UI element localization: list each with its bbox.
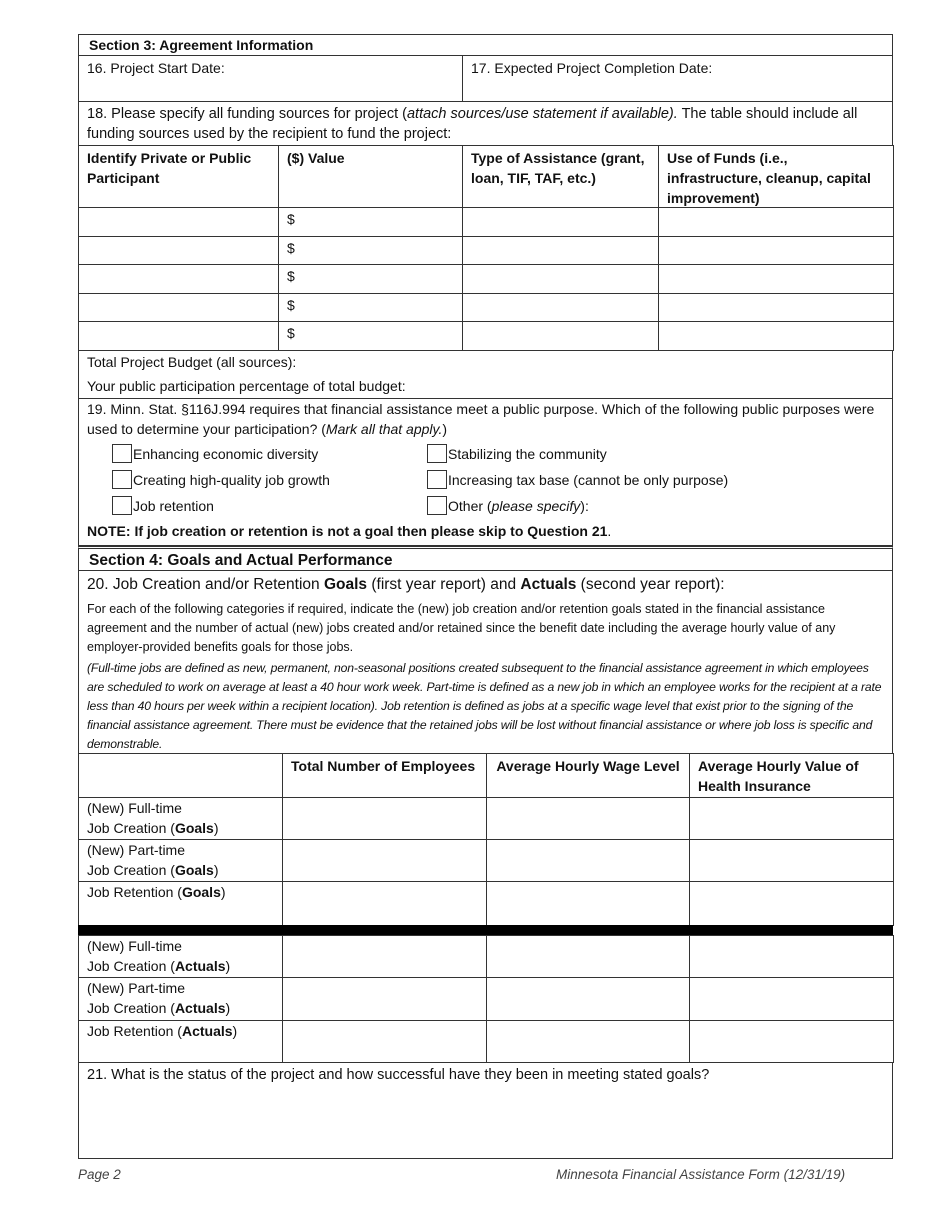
jobs-cell[interactable] bbox=[689, 935, 894, 978]
page-number: Page 2 bbox=[78, 1167, 121, 1182]
jobs-cell[interactable] bbox=[689, 977, 894, 1021]
jobs-cell[interactable] bbox=[689, 797, 894, 840]
jobs-cell[interactable] bbox=[282, 881, 487, 926]
q21-field[interactable] bbox=[78, 1062, 893, 1159]
total-budget-label: Total Project Budget (all sources): bbox=[87, 354, 297, 370]
funding-cell[interactable] bbox=[462, 264, 659, 294]
jobs-cell[interactable] bbox=[486, 881, 690, 926]
checkbox[interactable] bbox=[112, 470, 132, 489]
q19-text: 19. Minn. Stat. §116J.994 requires that financial assistance meet a public purpose. Which of the following public purposes were used to determine your participation? (Mark all that apply.) bbox=[87, 401, 875, 437]
jobs-row-label: (New) Part-time Job Creation (Goals) bbox=[78, 839, 283, 882]
funding-cell[interactable] bbox=[78, 293, 279, 322]
checkbox[interactable] bbox=[427, 496, 447, 515]
checkbox[interactable] bbox=[112, 496, 132, 515]
option-stabilizing-community[interactable]: Stabilizing the community bbox=[427, 444, 607, 463]
funding-header: Identify Private or Public Participant bbox=[78, 145, 279, 208]
completion-date-field[interactable] bbox=[462, 55, 893, 102]
funding-cell[interactable] bbox=[462, 321, 659, 351]
option-other[interactable]: Other ( please specify ): bbox=[427, 496, 589, 515]
jobs-row-label: (New) Part-time Job Creation (Actuals) bbox=[78, 977, 283, 1021]
form-title: Minnesota Financial Assistance Form (12/31/19) bbox=[556, 1167, 846, 1182]
skip-note: NOTE: If job creation or retention is not a goal then please skip to Question 21. bbox=[87, 523, 612, 539]
jobs-cell[interactable] bbox=[486, 839, 690, 882]
jobs-row-label: (New) Full-time Job Creation (Goals) bbox=[78, 797, 283, 840]
funding-cell[interactable] bbox=[658, 236, 894, 265]
funding-cell[interactable] bbox=[278, 293, 463, 322]
funding-cell[interactable] bbox=[658, 293, 894, 322]
jobs-cell[interactable] bbox=[282, 1020, 487, 1063]
funding-cell[interactable] bbox=[78, 207, 279, 237]
jobs-cell[interactable] bbox=[282, 797, 487, 840]
jobs-row-label: (New) Full-time Job Creation (Actuals) bbox=[78, 935, 283, 978]
funding-cell[interactable] bbox=[278, 236, 463, 265]
jobs-cell[interactable] bbox=[689, 1020, 894, 1063]
funding-cell[interactable] bbox=[658, 321, 894, 351]
funding-header: Type of Assistance (grant, loan, TIF, TAF, etc.) bbox=[462, 145, 659, 208]
funding-cell[interactable] bbox=[658, 264, 894, 294]
q17-label: 17. Expected Project Completion Date: bbox=[471, 60, 713, 76]
jobs-cell[interactable] bbox=[282, 839, 487, 882]
jobs-cell[interactable] bbox=[486, 1020, 690, 1063]
funding-cell[interactable] bbox=[462, 236, 659, 265]
project-start-date-field[interactable] bbox=[78, 55, 463, 102]
dollar-sign: $ bbox=[287, 325, 295, 341]
option-tax-base[interactable]: Increasing tax base (cannot be only purpose) bbox=[427, 470, 728, 489]
dollar-sign: $ bbox=[287, 268, 295, 284]
checkbox[interactable] bbox=[112, 444, 132, 463]
jobs-cell[interactable] bbox=[486, 977, 690, 1021]
funding-cell[interactable] bbox=[278, 321, 463, 351]
funding-cell[interactable] bbox=[462, 207, 659, 237]
jobs-row-label: Job Retention (Actuals) bbox=[78, 1020, 283, 1063]
jobs-header-blank bbox=[78, 753, 283, 798]
checkbox[interactable] bbox=[427, 470, 447, 489]
dollar-sign: $ bbox=[287, 211, 295, 227]
funding-cell[interactable] bbox=[658, 207, 894, 237]
option-job-growth[interactable]: Creating high-quality job growth bbox=[112, 470, 330, 489]
public-pct-label: Your public participation percentage of total budget: bbox=[87, 378, 406, 394]
jobs-cell[interactable] bbox=[689, 881, 894, 926]
funding-header: ($) Value bbox=[278, 145, 463, 208]
funding-cell[interactable] bbox=[278, 264, 463, 294]
option-job-retention[interactable]: Job retention bbox=[112, 496, 214, 515]
q20-section bbox=[78, 570, 893, 754]
job-definitions: (Full-time jobs are defined as new, permanent, non-seasonal positions created subsequent to the financial assistance agreement in which employees are scheduled to work on average at least a 40 hour work week. Part-time is defined as a new job in which an employee works for the recipient at a rate less than 40 hours per week within a recipient location). Job retention is defined as jobs at a specific wage level that exist prior to the signing of the financial assistance agreement. There must be evidence that the retained jobs will be lost without financial assistance or where job loss is specific and demonstrable. bbox=[87, 661, 882, 751]
jobs-row-label: Job Retention (Goals) bbox=[78, 881, 283, 926]
q18-text: 18. Please specify all funding sources for project (attach sources/use statement if available). The table should include all funding sources used by the recipient to fund the project: bbox=[78, 101, 893, 146]
jobs-cell[interactable] bbox=[486, 797, 690, 840]
q20-title: 20. Job Creation and/or Retention Goals (first year report) and Actuals (second year report): bbox=[87, 576, 725, 593]
jobs-header: Average Hourly Value of Health Insurance bbox=[689, 753, 894, 798]
jobs-header: Total Number of Employees bbox=[282, 753, 487, 798]
funding-cell[interactable] bbox=[462, 293, 659, 322]
q16-label: 16. Project Start Date: bbox=[87, 60, 225, 76]
table-divider bbox=[78, 925, 893, 935]
jobs-header: Average Hourly Wage Level bbox=[486, 753, 690, 798]
q20-instructions: For each of the following categories if required, indicate the (new) job creation and/or retention goals stated in the financial assistance agreement and the number of actual (new) jobs created and/or retained since the benefit date including the average hourly value of any employer-provided benefits goals for those jobs. bbox=[87, 602, 836, 654]
funding-cell[interactable] bbox=[78, 264, 279, 294]
dollar-sign: $ bbox=[287, 240, 295, 256]
funding-header: Use of Funds (i.e., infrastructure, cleanup, capital improvement) bbox=[658, 145, 894, 208]
jobs-cell[interactable] bbox=[486, 935, 690, 978]
jobs-cell[interactable] bbox=[282, 935, 487, 978]
jobs-cell[interactable] bbox=[282, 977, 487, 1021]
budget-section bbox=[78, 350, 893, 399]
section4-header: Section 4: Goals and Actual Performance bbox=[78, 546, 893, 571]
option-economic-diversity[interactable]: Enhancing economic diversity bbox=[112, 444, 318, 463]
q21-label: 21. What is the status of the project and how successful have they been in meeting stated goals? bbox=[87, 1067, 710, 1083]
funding-cell[interactable] bbox=[78, 321, 279, 351]
dollar-sign: $ bbox=[287, 297, 295, 313]
jobs-cell[interactable] bbox=[689, 839, 894, 882]
section3-header: Section 3: Agreement Information bbox=[78, 34, 893, 56]
funding-cell[interactable] bbox=[278, 207, 463, 237]
checkbox[interactable] bbox=[427, 444, 447, 463]
funding-cell[interactable] bbox=[78, 236, 279, 265]
